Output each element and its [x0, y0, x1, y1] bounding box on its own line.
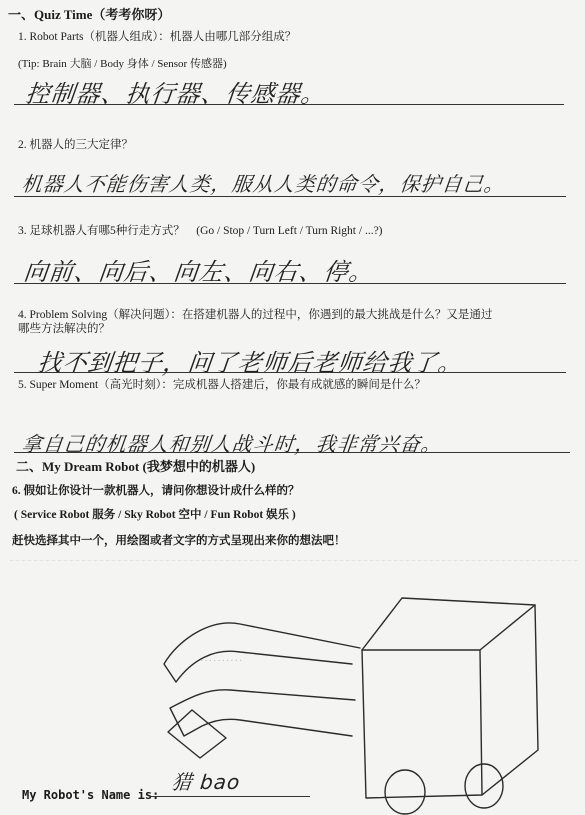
question-number: 4. [18, 309, 27, 321]
answer-1: 控制器、执行器、传感器。 [24, 80, 328, 108]
question-3 [18, 224, 383, 238]
question-text: 足球机器人有哪5种行走方式？ (Go / Stop / Turn Left / Turn Right / ...?) [29, 225, 383, 237]
question-text: Super Moment（高光时刻）：完成机器人搭建后，你最有成就感的瞬间是什么？ [29, 379, 426, 391]
answer-line [14, 372, 566, 373]
section1-title: 一、Quiz Time（考考你呀） [8, 7, 171, 22]
question-number: 5. [18, 379, 27, 391]
question-text: 机器人的三大定律？ [29, 139, 133, 151]
robot-name-label: My Robot's Name is: [22, 788, 160, 802]
question-text: Robot Parts（机器人组成）：机器人由哪几部分组成？ [29, 31, 297, 43]
answer-line [14, 196, 566, 197]
question-number: 1. [18, 31, 27, 43]
question-number: 2. [18, 139, 27, 151]
robot-name-value: 猎 bao [170, 770, 242, 794]
question-number: 3. [18, 225, 27, 237]
question-4-line2: 哪些方法解决的？ [18, 323, 110, 335]
answer-line [14, 452, 570, 453]
answer-4: 找不到把子，问了老师后老师给我了。 [36, 349, 465, 377]
answer-3: 向前、向后、向左、向右、停。 [22, 258, 376, 286]
question-4 [18, 308, 578, 322]
answer-5: 拿自己的机器人和别人战斗时，我非常兴奋。 [20, 432, 444, 456]
answer-2: 机器人不能伤害人类，服从人类的命令，保护自己。 [20, 172, 507, 196]
question-1 [18, 30, 296, 44]
answer-line [14, 104, 564, 105]
robot-drawing [0, 560, 585, 815]
question-2 [18, 138, 133, 152]
question-6: 6. 假如让你设计一款机器人，请问你想设计成什么样的？ [12, 485, 300, 497]
section2-title: 二、My Dream Robot (我梦想中的机器人) [16, 459, 256, 474]
question-5 [18, 378, 426, 392]
drawing-instruction: 赶快选择其中一个，用绘图或者文字的方式呈现出来你的想法吧！ [12, 535, 346, 547]
answer-line [14, 283, 566, 284]
question-1-tip: (Tip: Brain 大脑 / Body 身体 / Sensor 传感器) [18, 58, 227, 70]
robot-options: ( Service Robot 服务 / Sky Robot 空中 / Fun Robot 娱乐 ) [14, 509, 296, 521]
question-text-line1: Problem Solving（解决问题）：在搭建机器人的过程中，你遇到的最大挑战是什么？又是通过 [29, 309, 493, 321]
robot-name-line [150, 796, 310, 797]
faint-bleed-text: ·········· [200, 656, 244, 667]
